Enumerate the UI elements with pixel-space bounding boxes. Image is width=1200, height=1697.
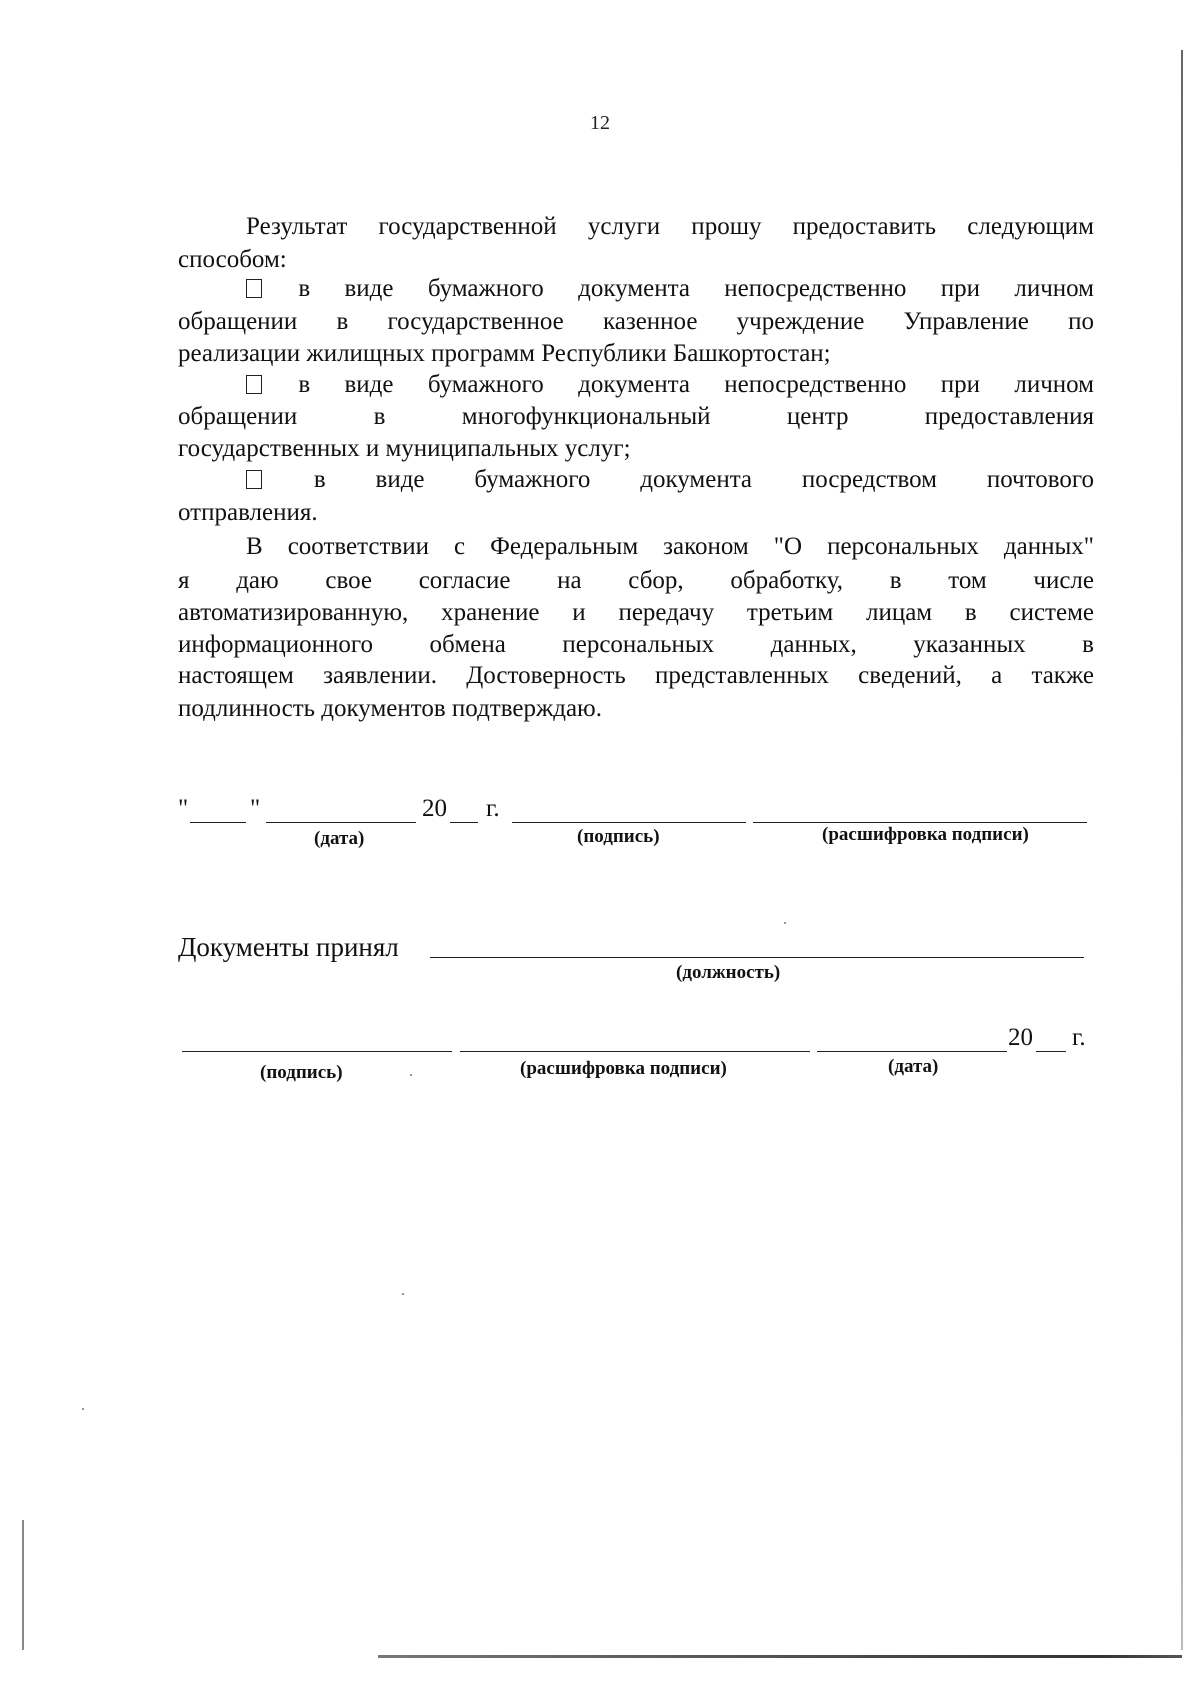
date-caption: (дата) [314, 828, 365, 849]
consent-line: я даю свое согласие на сбор, обработку, в том числе [178, 567, 1094, 594]
scan-speck [410, 1074, 412, 1076]
position-field[interactable] [430, 957, 1084, 958]
consent-line: В соответствии с Федеральным законом "О персональных данных" [246, 533, 1094, 560]
option-line: отправления. [178, 499, 318, 526]
year-suffix: г. [1072, 1024, 1086, 1051]
page-number: 12 [590, 112, 610, 134]
quote-close: " [250, 795, 261, 822]
checkbox-paper-mfc[interactable] [246, 375, 262, 394]
scan-edge-bottom [378, 1655, 1182, 1658]
acceptor-decoding-field[interactable] [460, 1051, 810, 1052]
acceptor-date-caption: (дата) [888, 1056, 939, 1077]
signature-caption: (подпись) [577, 826, 660, 847]
option-paper-mail [246, 465, 1094, 495]
option-line: обращении в многофункциональный центр предоставления [178, 403, 1094, 430]
year-prefix: 20 [1008, 1024, 1033, 1051]
intro-line: способом: [178, 246, 287, 273]
option-text: в виде бумажного документа посредством почтового [264, 466, 1094, 493]
scan-edge-left [22, 1520, 24, 1650]
consent-line: подлинность документов подтверждаю. [178, 695, 602, 722]
year-prefix: 20 [422, 795, 447, 822]
checkbox-paper-gku[interactable] [246, 279, 262, 298]
option-text: в виде бумажного документа непосредственно при личном [264, 371, 1094, 398]
option-text: в виде бумажного документа непосредственно при личном [264, 275, 1094, 302]
acceptor-signature-field[interactable] [182, 1051, 452, 1052]
decoding-caption: (расшифровка подписи) [822, 824, 1029, 845]
scan-speck [82, 1408, 84, 1410]
checkbox-paper-mail[interactable] [246, 470, 262, 489]
acceptor-signature-caption: (подпись) [260, 1062, 343, 1083]
scan-edge-right [1181, 50, 1183, 1650]
position-caption: (должность) [676, 962, 781, 983]
scan-speck [402, 1293, 404, 1295]
scan-speck [784, 922, 786, 924]
day-field[interactable] [190, 822, 246, 823]
consent-line: информационного обмена персональных данных, указанных в [178, 631, 1094, 658]
option-paper-gku [246, 274, 1094, 304]
signature-field[interactable] [512, 822, 746, 823]
signature-decoding-field[interactable] [753, 822, 1087, 823]
month-field[interactable] [266, 822, 416, 823]
year-suffix: г. [486, 795, 500, 822]
consent-line: автоматизированную, хранение и передачу третьим лицам в системе [178, 599, 1094, 626]
acceptor-date-field[interactable] [817, 1051, 1007, 1052]
acceptance-label: Документы принял [178, 932, 399, 962]
consent-line: настоящем заявлении. Достоверность представленных сведений, а также [178, 662, 1094, 689]
option-line: реализации жилищных программ Республики Башкортостан; [178, 340, 831, 367]
option-line: государственных и муниципальных услуг; [178, 435, 631, 462]
option-paper-mfc [246, 370, 1094, 400]
acceptor-decoding-caption: (расшифровка подписи) [520, 1058, 727, 1079]
quote-open: " [178, 795, 189, 822]
option-line: обращении в государственное казенное учреждение Управление по [178, 308, 1094, 335]
year-field[interactable] [450, 822, 478, 823]
intro-line: Результат государственной услуги прошу предоставить следующим [246, 213, 1094, 240]
acceptor-year-field[interactable] [1036, 1051, 1066, 1052]
